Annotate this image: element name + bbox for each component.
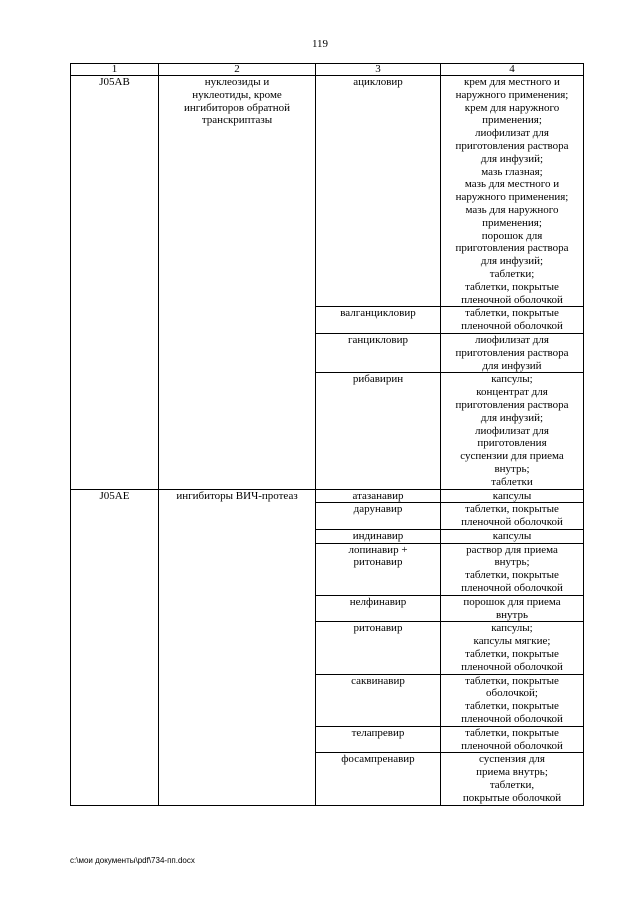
dosage-form-cell <box>441 373 584 489</box>
dosage-form-cell <box>441 674 584 726</box>
dosage-form-line: крем для наружного <box>464 101 560 114</box>
group-name-line: транскриптазы <box>201 114 273 127</box>
dosage-form-line: для инфузий <box>482 359 542 372</box>
dosage-form-line: пленочной оболочкой <box>461 320 563 333</box>
drug-name-line: рибавирин <box>352 373 404 386</box>
dosage-form-line: суспензии для приема <box>460 450 564 463</box>
drug-name-line: атазанавир <box>352 489 404 502</box>
header-cell-3: 3 <box>316 64 441 76</box>
drug-name-line: телапревир <box>351 726 405 739</box>
drug-name-cell <box>316 307 441 334</box>
dosage-form-line: таблетки, покрытые <box>465 280 559 293</box>
dosage-form-line: внутрь; <box>494 462 530 475</box>
dosage-form-line: приготовления раствора <box>455 242 569 255</box>
drug-name-line: саквинавир <box>351 674 405 687</box>
dosage-form-line: крем для местного и <box>464 76 560 88</box>
dosage-form-cell <box>441 489 584 503</box>
dosage-form-line: капсулы <box>492 489 532 502</box>
dosage-form-line: наружного применения; <box>455 191 569 204</box>
drug-name-cell <box>316 333 441 372</box>
drug-name-cell <box>316 529 441 543</box>
dosage-form-line: пленочной оболочкой <box>461 516 563 529</box>
dosage-form-line: мазь для наружного <box>465 203 559 216</box>
dosage-form-cell <box>441 529 584 543</box>
drug-name-cell <box>316 622 441 674</box>
header-cell-1: 1 <box>71 64 159 76</box>
dosage-form-line: внутрь <box>495 608 529 621</box>
dosage-form-line: приготовления раствора <box>455 346 569 359</box>
dosage-form-cell <box>441 753 584 805</box>
drug-name-line: ритонавир <box>353 556 403 569</box>
drug-name-line: валганцикловир <box>340 307 416 320</box>
drug-name-cell <box>316 726 441 753</box>
dosage-form-line: для инфузий; <box>480 255 544 268</box>
dosage-form-line: мазь для местного и <box>464 178 560 191</box>
dosage-form-cell <box>441 333 584 372</box>
footer-file-path: c:\мои документы\pdf\734-пп.docx <box>70 856 195 865</box>
drug-name-cell <box>316 489 441 503</box>
group-name-line: нуклеозиды и <box>204 76 270 88</box>
dosage-form-cell <box>441 622 584 674</box>
dosage-form-line: таблетки; <box>489 267 535 280</box>
dosage-form-line: таблетки <box>491 475 533 488</box>
header-cell-4: 4 <box>441 64 584 76</box>
drug-name-line: ацикловир <box>353 76 403 88</box>
dosage-form-line: таблетки, покрытые <box>465 648 559 661</box>
dosage-form-line: таблетки, покрытые <box>465 569 559 582</box>
dosage-form-line: порошок для приема <box>463 595 561 608</box>
header-row <box>71 64 584 76</box>
table-body <box>71 64 584 806</box>
dosage-form-line: покрытые оболочкой <box>462 791 562 804</box>
dosage-form-cell <box>441 595 584 622</box>
dosage-form-line: лиофилизат для <box>475 333 549 346</box>
drug-name-cell <box>316 674 441 726</box>
drug-name-cell <box>316 76 441 307</box>
dosage-form-line: таблетки, покрытые <box>465 726 559 739</box>
dosage-form-line: лиофилизат для <box>475 127 549 140</box>
drug-table <box>70 63 584 806</box>
dosage-form-line: применения; <box>482 114 542 127</box>
atc-code-line: J05AB <box>99 76 130 88</box>
dosage-form-line: пленочной оболочкой <box>461 739 563 752</box>
group-name-line: ингибиторов обратной <box>183 101 291 114</box>
drug-name-line: индинавир <box>352 529 404 542</box>
drug-name-line: дарунавир <box>353 503 403 516</box>
drug-name-cell <box>316 543 441 595</box>
drug-name-line: нелфинавир <box>349 595 407 608</box>
group-name-line: нуклеотиды, кроме <box>192 88 282 101</box>
dosage-form-line: таблетки, <box>489 779 535 792</box>
drug-name-cell <box>316 595 441 622</box>
dosage-form-line: капсулы; <box>491 622 533 635</box>
drug-name-line: ритонавир <box>353 622 403 635</box>
page-number: 119 <box>311 38 329 50</box>
atc-code-line: J05AE <box>99 489 130 502</box>
dosage-form-line: концентрат для <box>476 386 548 399</box>
table-row <box>71 76 584 307</box>
dosage-form-line: таблетки, покрытые <box>465 674 559 687</box>
dosage-form-line: капсулы; <box>491 373 533 386</box>
dosage-form-line: мазь глазная; <box>481 165 543 178</box>
dosage-form-line: оболочкой; <box>486 687 538 700</box>
group-name-cell <box>159 489 316 805</box>
atc-code-cell <box>71 489 159 805</box>
dosage-form-cell <box>441 503 584 530</box>
group-name-cell <box>159 76 316 490</box>
dosage-form-line: таблетки, покрытые <box>465 700 559 713</box>
drug-name-line: фосампренавир <box>341 753 415 766</box>
dosage-form-line: внутрь; <box>494 556 530 569</box>
dosage-form-line: пленочной оболочкой <box>461 293 563 306</box>
dosage-form-line: пленочной оболочкой <box>461 660 563 673</box>
dosage-form-line: для инфузий; <box>480 152 544 165</box>
drug-name-line: ганцикловир <box>348 333 408 346</box>
dosage-form-line: порошок для <box>481 229 543 242</box>
dosage-form-line: капсулы мягкие; <box>473 635 551 648</box>
table-row <box>71 489 584 503</box>
dosage-form-line: приема внутрь; <box>476 766 548 779</box>
dosage-form-line: суспензия для <box>479 753 545 766</box>
drug-name-cell <box>316 753 441 805</box>
drug-name-line: лопинавир + <box>348 543 408 556</box>
group-name-line: ингибиторы ВИЧ-протеаз <box>176 489 298 502</box>
dosage-form-line: капсулы <box>492 529 532 542</box>
drug-name-cell <box>316 373 441 489</box>
dosage-form-line: таблетки, покрытые <box>465 503 559 516</box>
dosage-form-line: лиофилизат для <box>475 424 549 437</box>
dosage-form-line: пленочной оболочкой <box>461 713 563 726</box>
dosage-form-cell <box>441 543 584 595</box>
atc-code-cell <box>71 76 159 490</box>
dosage-form-line: пленочной оболочкой <box>461 582 563 595</box>
header-cell-2: 2 <box>159 64 316 76</box>
dosage-form-line: приготовления <box>477 437 547 450</box>
dosage-form-line: приготовления раствора <box>455 398 569 411</box>
dosage-form-cell <box>441 726 584 753</box>
drug-name-cell <box>316 503 441 530</box>
dosage-form-line: таблетки, покрытые <box>465 307 559 320</box>
dosage-form-line: приготовления раствора <box>455 139 569 152</box>
dosage-form-cell <box>441 76 584 307</box>
dosage-form-line: применения; <box>482 216 542 229</box>
dosage-form-line: наружного применения; <box>455 88 569 101</box>
dosage-form-cell <box>441 307 584 334</box>
dosage-form-line: раствор для приема <box>466 543 558 556</box>
dosage-form-line: для инфузий; <box>480 411 544 424</box>
